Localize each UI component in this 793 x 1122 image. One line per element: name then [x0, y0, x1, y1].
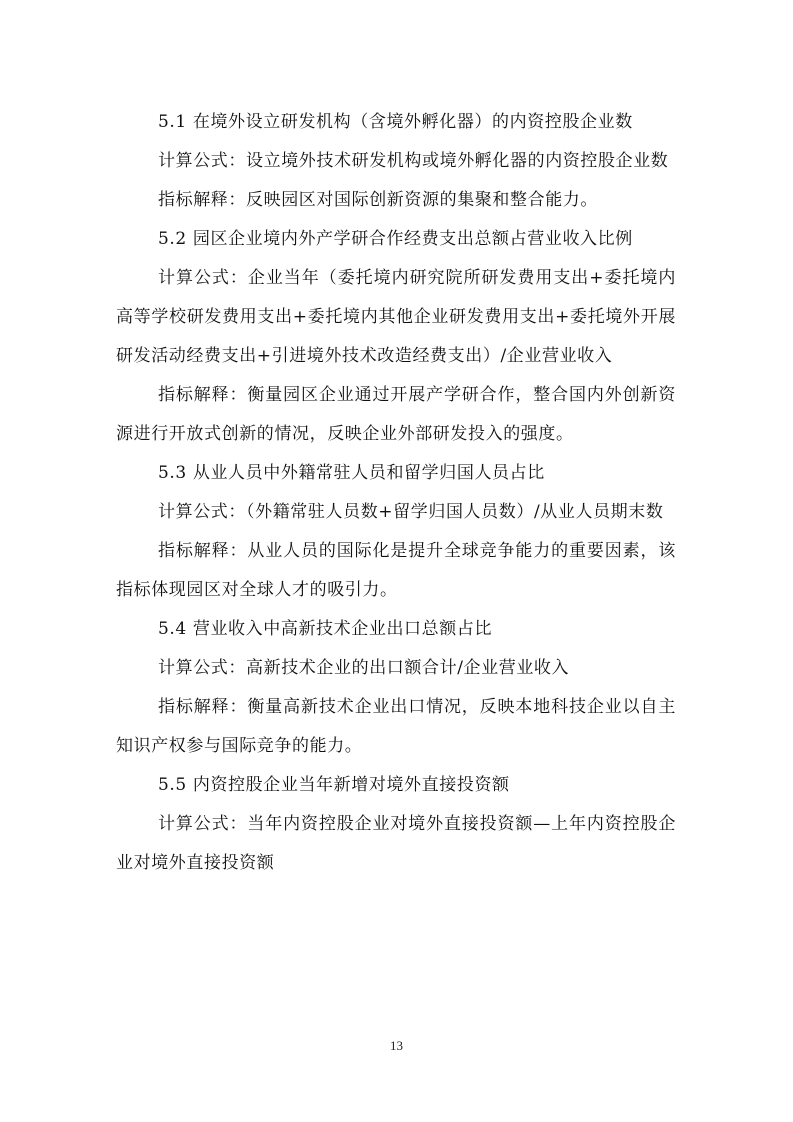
- formula-5-1: 计算公式：设立境外技术研发机构或境外孵化器的内资控股企业数: [158, 151, 669, 171]
- page-number: 13: [390, 1038, 403, 1053]
- section-heading-5-5: 5.5 内资控股企业当年新增对境外直接投资额: [158, 775, 510, 795]
- explanation-5-4: 指标解释：衡量高新技术企业出口情况，反映本地科技企业以自主知识产权参与国际竞争的能力。: [116, 697, 676, 756]
- section-heading-5-3: 5.3 从业人员中外籍常驻人员和留学归国人员占比: [158, 463, 545, 483]
- formula-5-3: 计算公式：（外籍常驻人员数+留学归国人员数）/从业人员期末数: [158, 502, 664, 522]
- formula-5-2: 计算公式：企业当年（委托境内研究院所研发费用支出+委托境内高等学校研发费用支出+委托境内其他企业研发费用支出+委托境外开展研发活动经费支出+引进境外技术改造经费支出）/企业营业收入: [116, 268, 676, 366]
- formula-5-5: 计算公式：当年内资控股企业对境外直接投资额—上年内资控股企业对境外直接投资额: [116, 814, 676, 873]
- section-heading-5-1: 5.1 在境外设立研发机构（含境外孵化器）的内资控股企业数: [158, 112, 633, 132]
- section-heading-5-2: 5.2 园区企业境内外产学研合作经费支出总额占营业收入比例: [158, 229, 633, 249]
- explanation-5-1: 指标解释：反映园区对国际创新资源的集聚和整合能力。: [158, 190, 598, 210]
- page-body: [116, 103, 676, 883]
- formula-5-4: 计算公式：高新技术企业的出口额合计/企业营业收入: [158, 658, 570, 678]
- explanation-5-2: 指标解释：衡量园区企业通过开展产学研合作，整合国内外创新资源进行开放式创新的情况，反映企业外部研发投入的强度。: [116, 385, 676, 444]
- section-heading-5-4: 5.4 营业收入中高新技术企业出口总额占比: [158, 619, 493, 639]
- explanation-5-3: 指标解释：从业人员的国际化是提升全球竞争能力的重要因素，该指标体现园区对全球人才的吸引力。: [116, 541, 676, 600]
